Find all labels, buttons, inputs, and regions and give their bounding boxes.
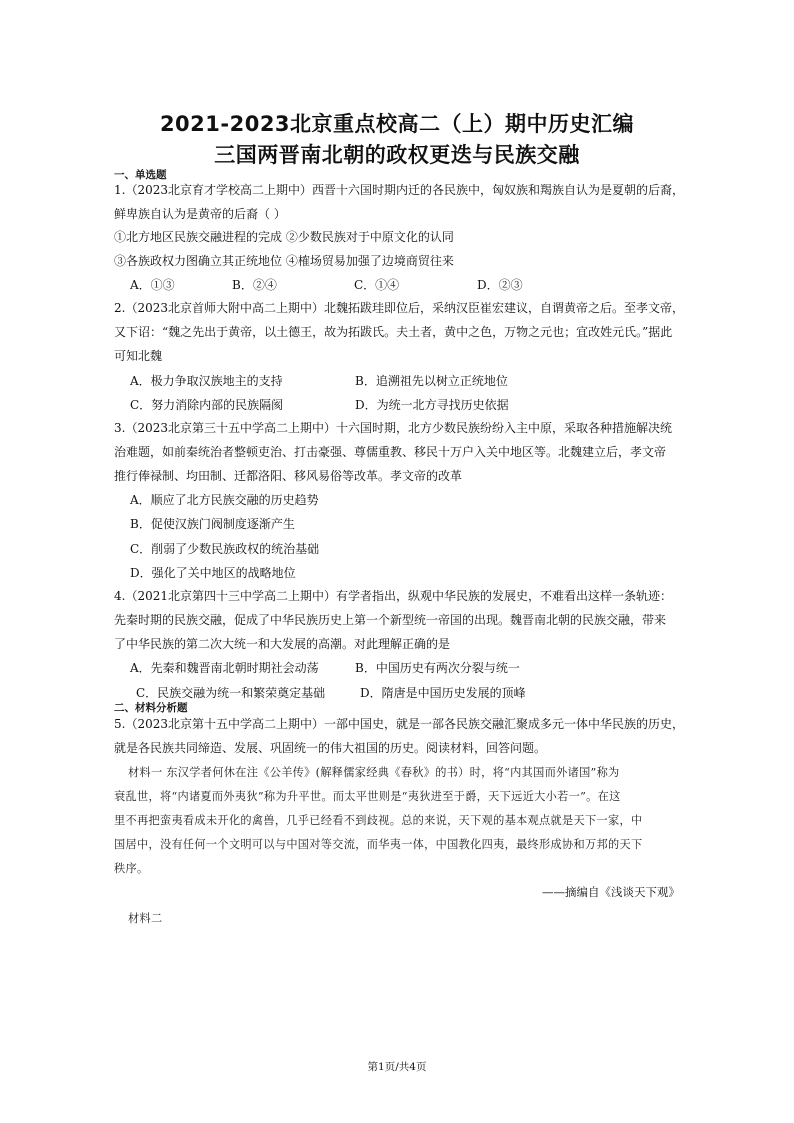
- q2-option-d: D．为统一北方寻找历史依据: [355, 398, 509, 412]
- page-footer: 第1页/共4页: [367, 1061, 427, 1073]
- q5-stem-line1: 5.（2023北京第十五中学高二上期中）一部中国史，就是一部各民族交融汇聚成多元一体中华民族的历史，: [114, 717, 684, 731]
- q5-material1-source: ——摘编自《浅谈天下观》: [542, 885, 680, 899]
- q2-stem-line2: 又下诏：“魏之先出于黄帝，以土德王，故为拓跋氏。夫土者，黄中之色，万物之元也；宜改姓元氏。”据此: [114, 325, 673, 339]
- q5-material2-label: 材料二: [128, 912, 163, 925]
- q3-option-a: A．顺应了北方民族交融的历史趋势: [130, 493, 319, 507]
- q3-stem-line3: 推行俸禄制、均田制、迁都洛阳、移风易俗等改革。孝文帝的改革: [114, 469, 463, 483]
- q2-stem-line1: 2.（2023北京首师大附中高二上期中）北魏拓跋珪即位后，采纳汉臣崔宏建议，自谓黄帝之后。至孝文帝，: [114, 301, 684, 315]
- q1-option-d: D．②③: [477, 278, 523, 292]
- q3-option-c: C．削弱了少数民族政权的统治基础: [130, 542, 320, 556]
- q3-option-b: B．促使汉族门阀制度逐渐产生: [130, 517, 295, 531]
- q5-material1-line2: 衰乱世，将“内诸夏而外夷狄”称为升平世。而太平世则是“夷狄进至于爵，天下远近大小若一”。在这: [114, 790, 621, 803]
- doc-title-line1: 2021-2023北京重点校高二（上）期中历史汇编: [159, 112, 635, 136]
- q5-material1-line1: 材料一 东汉学者何休在注《公羊传》(解释儒家经典《春秋》的书）时，将“内其国而外诸国”称为: [128, 766, 620, 779]
- q3-stem-line1: 3.（2023北京第三十五中学高二上期中）十六国时期，北方少数民族纷纷入主中原，采取各种措施解决统: [114, 421, 672, 435]
- q3-option-d: D．强化了关中地区的战略地位: [130, 566, 296, 580]
- q1-items-line1: ①北方地区民族交融进程的完成 ②少数民族对于中原文化的认同: [114, 230, 454, 244]
- q4-option-c: C．民族交融为统一和繁荣奠定基础: [136, 686, 326, 700]
- q1-option-a: A．①③: [130, 278, 175, 292]
- q5-material1-line4: 国居中，没有任何一个文明可以与中国对等交流，而华夷一体，中国教化四夷，最终形成协和万邦的天下: [114, 838, 643, 851]
- q5-stem-line2: 就是各民族共同缔造、发展、巩固统一的伟大祖国的历史。阅读材料，回答问题。: [114, 741, 547, 755]
- q4-stem-line3: 了中华民族的第二次大统一和大发展的高潮。对此理解正确的是: [114, 637, 451, 651]
- q5-material1-line5: 秩序。: [114, 862, 149, 875]
- q1-option-c: C．①④: [354, 278, 400, 292]
- q2-option-c: C．努力消除内部的民族隔阂: [130, 398, 284, 412]
- doc-title-line2: 三国两晋南北朝的政权更迭与民族交融: [214, 143, 580, 167]
- q2-stem-line3: 可知北魏: [114, 349, 163, 363]
- q1-stem-line1: 1.（2023北京育才学校高二上期中）西晋十六国时期内迁的各民族中，匈奴族和羯族自认为是夏朝的后裔，: [114, 183, 684, 197]
- q1-items-line2: ③各族政权力图确立其正统地位 ④榷场贸易加强了边境商贸往来: [114, 254, 454, 268]
- q4-option-a: A．先秦和魏晋南北朝时期社会动荡: [130, 661, 319, 675]
- q4-stem-line1: 4.（2021北京第四十三中学高二上期中）有学者指出，纵观中华民族的发展史，不难看出这样一条轨迹：: [114, 589, 672, 603]
- q5-material1-line3: 里不再把蛮夷看成未开化的禽兽，几乎已经看不到歧视。总的来说，天下观的基本观点就是天下一家，中: [114, 814, 643, 827]
- section-heading-material-analysis: 二、材料分析题: [114, 702, 188, 714]
- q4-option-b: B．中国历史有两次分裂与统一: [355, 661, 520, 675]
- q2-option-a: A．极力争取汉族地主的支持: [130, 374, 283, 388]
- q4-option-d: D．隋唐是中国历史发展的顶峰: [360, 686, 526, 700]
- q1-option-b: B．②④: [232, 278, 277, 292]
- section-heading-single-choice: 一、单选题: [114, 169, 167, 181]
- q4-stem-line2: 先秦时期的民族交融，促成了中华民族历史上第一个新型统一帝国的出现。魏晋南北朝的民族交融，带来: [114, 613, 667, 627]
- q2-option-b: B．追溯祖先以树立正统地位: [355, 374, 508, 388]
- q1-stem-line2: 鲜卑族自认为是黄帝的后裔（ ）: [114, 207, 286, 221]
- q3-stem-line2: 治难题，如前秦统治者整顿吏治、打击豪强、尊儒重教、移民十万户入关中地区等。北魏建立后，孝文帝: [114, 445, 667, 459]
